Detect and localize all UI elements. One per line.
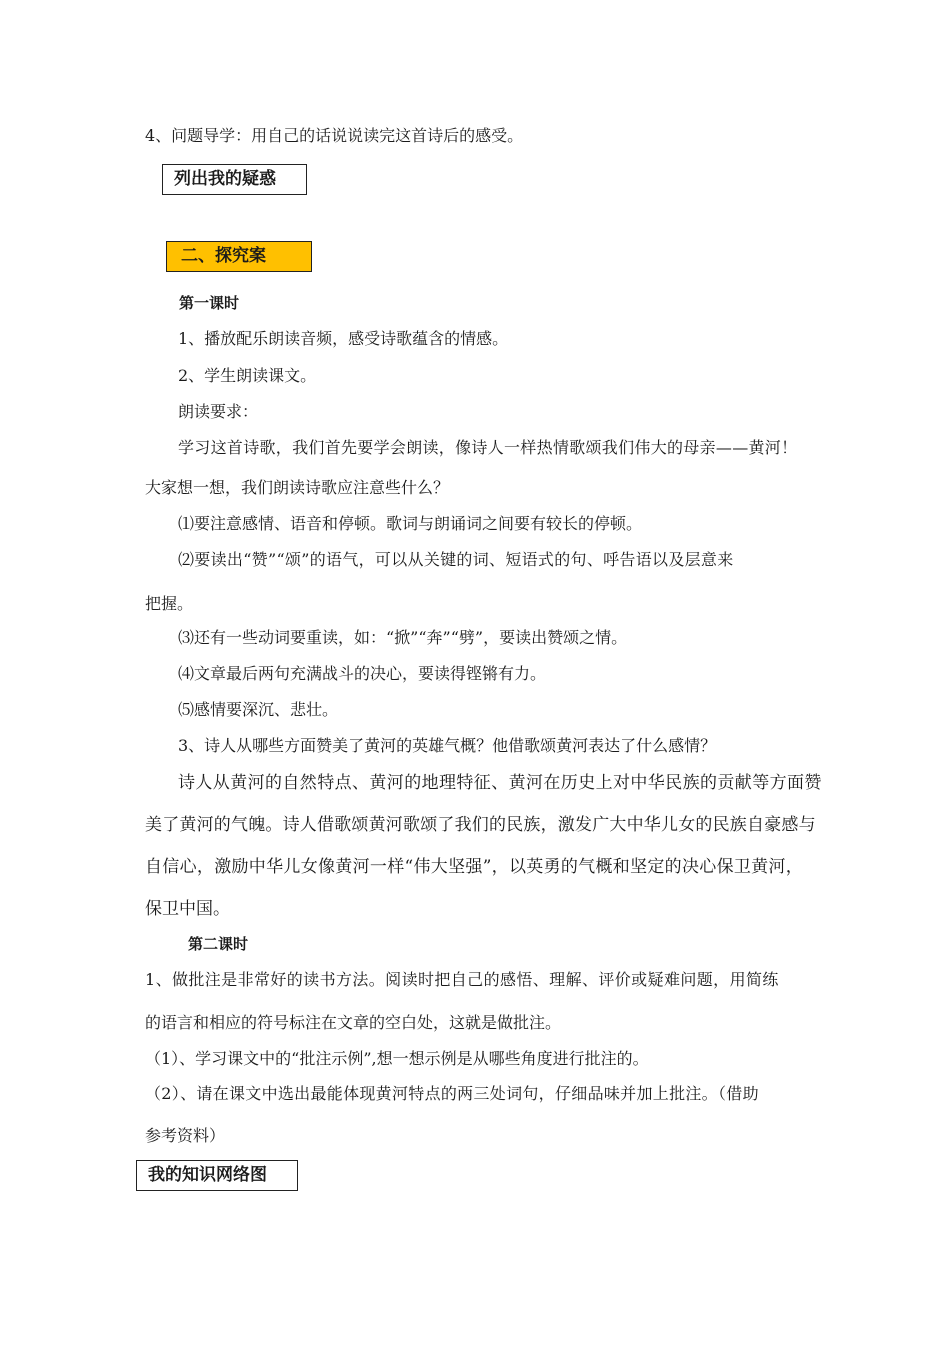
lesson2-heading: 第二课时 [188,935,249,953]
paragraph-line: 大家想一想，我们朗读诗歌应注意些什么？ [145,478,450,497]
lesson1-item-2: 2、学生朗读课文。 [178,366,317,385]
answer-line: 保卫中国。 [145,899,230,919]
section-title-explore: 二、探究案 [166,241,312,272]
doubts-box: 列出我的疑惑 [162,164,307,195]
question-item-4: 4、问题导学：用自己的话说说读完这首诗后的感受。 [145,126,524,145]
requirement-4: ⑷文章最后两句充满战斗的决心，要读得铿锵有力。 [178,664,547,683]
answer-line: 诗人从黄河的自然特点、黄河的地理特征、黄河在历史上对中华民族的贡献等方面赞 [178,773,822,793]
requirement-1: ⑴要注意感情、语音和停顿。歌词与朗诵词之间要有较长的停顿。 [178,514,643,533]
reading-requirements-label: 朗读要求： [178,402,259,421]
lesson2-item-1: 1、做批注是非常好的读书方法。阅读时把自己的感悟、理解、评价或疑难问题，用简练 [145,970,779,989]
lesson2-question-2-cont: 参考资料） [145,1126,226,1145]
knowledge-network-box: 我的知识网络图 [136,1160,298,1191]
lesson2-item-1-cont: 的语言和相应的符号标注在文章的空白处，这就是做批注。 [145,1013,562,1032]
requirement-5: ⑸感情要深沉、悲壮。 [178,700,339,719]
requirement-3: ⑶还有一些动词要重读，如：“掀”“奔”“劈”，要读出赞颂之情。 [178,628,628,647]
lesson1-item-1: 1、播放配乐朗读音频，感受诗歌蕴含的情感。 [178,329,509,348]
answer-line: 美了黄河的气魄。诗人借歌颂黄河歌颂了我们的民族，激发广大中华儿女的民族自豪感与 [145,815,816,835]
answer-line: 自信心，激励中华儿女像黄河一样“伟大坚强”，以英勇的气概和坚定的决心保卫黄河， [145,857,804,877]
lesson2-question-2: （2）、请在课文中选出最能体现黄河特点的两三处词句，仔细品味并加上批注。（借助 [145,1084,759,1103]
requirement-2-cont: 把握。 [145,594,194,613]
lesson2-question-1: （1）、学习课文中的“批注示例”,想一想示例是从哪些角度进行批注的。 [145,1049,649,1068]
lesson1-heading: 第一课时 [179,294,240,312]
paragraph-line: 学习这首诗歌，我们首先要学会朗读，像诗人一样热情歌颂我们伟大的母亲——黄河！ [178,438,798,457]
requirement-2: ⑵要读出“赞”“颂”的语气，可以从关键的词、短语式的句、呼告语以及层意来 [178,550,734,569]
lesson1-item-3: 3、诗人从哪些方面赞美了黄河的英雄气概？他借歌颂黄河表达了什么感情？ [178,736,717,755]
